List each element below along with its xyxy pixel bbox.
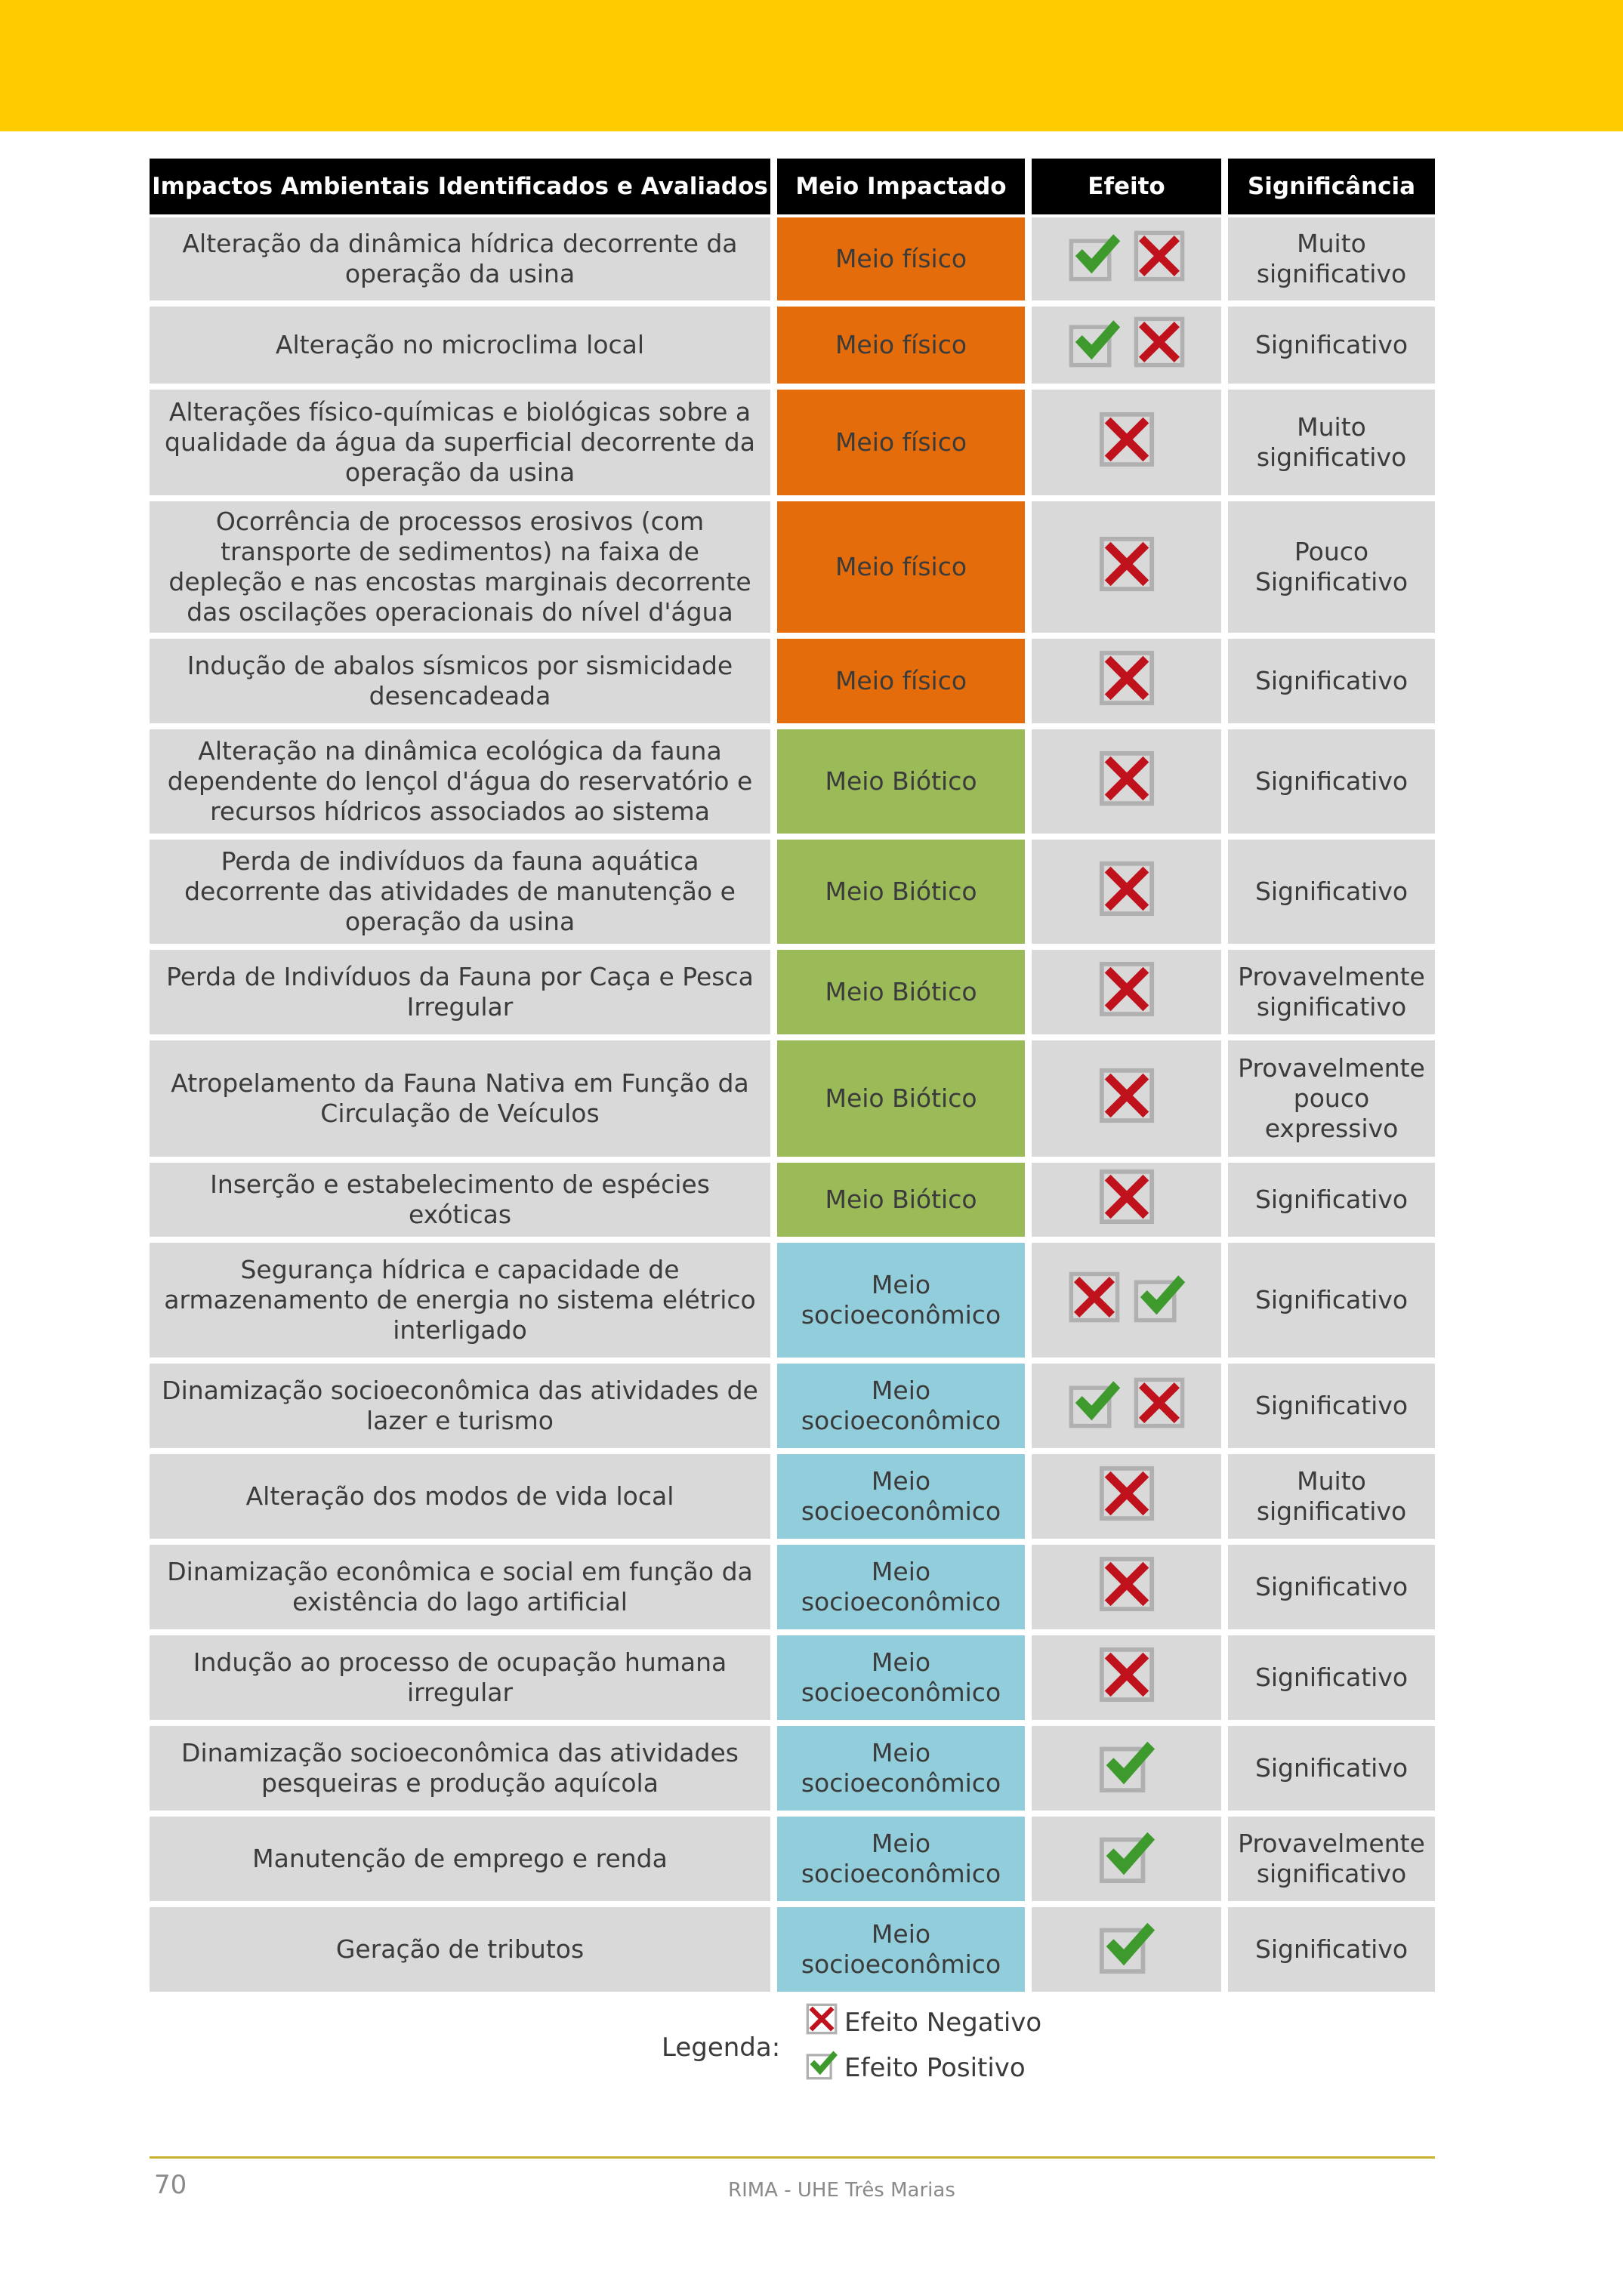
meio-cell: Meio socioeconômico — [777, 1454, 1025, 1539]
efeito-cell — [1032, 729, 1221, 834]
efeito-cell — [1032, 501, 1221, 633]
impact-cell: Ocorrência de processos erosivos (com transporte de sedimentos) na faixa de depleção e nas encostas marginais decorrente das oscilações operacionais do nível d'água — [150, 501, 770, 633]
table-row — [150, 950, 1435, 1034]
legend-negative-label: Efeito Negativo — [844, 2007, 1042, 2038]
significancia-cell: Significativo — [1228, 1635, 1435, 1720]
meio-cell: Meio Biótico — [777, 729, 1025, 834]
significancia-cell: Significativo — [1228, 1364, 1435, 1448]
efeito-cell — [1032, 1163, 1221, 1237]
legend — [662, 2002, 1085, 2093]
negative-x-icon — [1097, 1167, 1156, 1233]
negative-x-icon — [1097, 1555, 1156, 1620]
impact-cell: Alterações físico-químicas e biológicas sobre a qualidade da água da superficial decorrente da operação da usina — [150, 390, 770, 495]
impact-cell: Atropelamento da Fauna Nativa em Função da Circulação de Veículos — [150, 1040, 770, 1157]
efeito-cell — [1032, 1545, 1221, 1629]
header-band — [0, 0, 1623, 131]
impact-cell: Dinamização socioeconômica das atividades de lazer e turismo — [150, 1364, 770, 1448]
impact-cell: Indução ao processo de ocupação humana irregular — [150, 1635, 770, 1720]
impact-cell: Manutenção de emprego e renda — [150, 1817, 770, 1901]
impact-cell: Geração de tributos — [150, 1907, 770, 1992]
negative-x-icon — [1132, 229, 1186, 290]
table-row — [150, 307, 1435, 384]
meio-cell: Meio Biótico — [777, 840, 1025, 944]
header-impact: Impactos Ambientais Identificados e Avaliados — [150, 159, 770, 214]
significancia-cell: Significativo — [1228, 840, 1435, 944]
footer-divider — [150, 2156, 1435, 2159]
negative-x-icon — [1097, 1066, 1156, 1132]
positive-check-icon — [1067, 229, 1122, 290]
significancia-cell: Significativo — [1228, 1726, 1435, 1811]
negative-x-icon — [1132, 315, 1186, 376]
header-meio: Meio Impactado — [777, 159, 1025, 214]
negative-x-icon — [1097, 649, 1156, 714]
table-row — [150, 1545, 1435, 1629]
impact-cell: Perda de Indivíduos da Fauna por Caça e Pesca Irregular — [150, 950, 770, 1034]
positive-check-icon — [1132, 1270, 1186, 1331]
negative-x-icon — [1097, 859, 1156, 925]
impact-cell: Dinamização econômica e social em função da existência do lago artificial — [150, 1545, 770, 1629]
table-row — [150, 639, 1435, 723]
table-row — [150, 501, 1435, 633]
efeito-cell — [1032, 639, 1221, 723]
efeito-cell — [1032, 950, 1221, 1034]
negative-x-icon — [1067, 1270, 1122, 1331]
positive-check-icon — [805, 2048, 838, 2088]
significancia-cell: Muito significativo — [1228, 217, 1435, 300]
impact-cell: Alteração dos modos de vida local — [150, 1454, 770, 1539]
significancia-cell: Significativo — [1228, 729, 1435, 834]
table-row — [150, 1243, 1435, 1358]
significancia-cell: Pouco Significativo — [1228, 501, 1435, 633]
legend-negative — [805, 2002, 1041, 2042]
table-row — [150, 1907, 1435, 1992]
significancia-cell: Significativo — [1228, 1907, 1435, 1992]
negative-x-icon — [1097, 960, 1156, 1025]
efeito-cell — [1032, 840, 1221, 944]
table-row — [150, 1726, 1435, 1811]
negative-x-icon — [1132, 1376, 1186, 1437]
significancia-cell: Provavelmente pouco expressivo — [1228, 1040, 1435, 1157]
efeito-cell — [1032, 390, 1221, 495]
footer-doc-title: RIMA - UHE Três Marias — [728, 2179, 955, 2202]
meio-cell: Meio físico — [777, 390, 1025, 495]
significancia-cell: Provavelmente significativo — [1228, 1817, 1435, 1901]
meio-cell: Meio socioeconômico — [777, 1243, 1025, 1358]
impact-cell: Segurança hídrica e capacidade de armazenamento de energia no sistema elétrico interligado — [150, 1243, 770, 1358]
negative-x-icon — [1097, 1464, 1156, 1530]
positive-check-icon — [1067, 1376, 1122, 1437]
efeito-cell — [1032, 1907, 1221, 1992]
legend-positive-label: Efeito Positivo — [844, 2052, 1026, 2083]
page-number: 70 — [154, 2170, 187, 2200]
efeito-cell — [1032, 1454, 1221, 1539]
efeito-cell — [1032, 307, 1221, 384]
table-row — [150, 1635, 1435, 1720]
impact-cell: Perda de indivíduos da fauna aquática decorrente das atividades de manutenção e operação da usina — [150, 840, 770, 944]
impact-cell: Alteração da dinâmica hídrica decorrente da operação da usina — [150, 217, 770, 300]
table-row — [150, 1163, 1435, 1237]
meio-cell: Meio socioeconômico — [777, 1817, 1025, 1901]
impact-cell: Dinamização socioeconômica das atividades pesqueiras e produção aquícola — [150, 1726, 770, 1811]
table-body — [150, 217, 1435, 1992]
efeito-cell — [1032, 217, 1221, 300]
header-significancia: Significância — [1228, 159, 1435, 214]
positive-check-icon — [1097, 1917, 1156, 1983]
negative-x-icon — [1097, 535, 1156, 600]
header-efeito: Efeito — [1032, 159, 1221, 214]
meio-cell: Meio Biótico — [777, 1040, 1025, 1157]
positive-check-icon — [1097, 1826, 1156, 1892]
impact-cell: Alteração no microclima local — [150, 307, 770, 384]
legend-title: Legenda: — [662, 2032, 781, 2063]
meio-cell: Meio socioeconômico — [777, 1364, 1025, 1448]
table-row — [150, 1364, 1435, 1448]
significancia-cell: Muito significativo — [1228, 390, 1435, 495]
impact-cell: Indução de abalos sísmicos por sismicidade desencadeada — [150, 639, 770, 723]
significancia-cell: Significativo — [1228, 639, 1435, 723]
positive-check-icon — [1067, 315, 1122, 376]
meio-cell: Meio socioeconômico — [777, 1907, 1025, 1992]
negative-x-icon — [1097, 1645, 1156, 1711]
significancia-cell: Muito significativo — [1228, 1454, 1435, 1539]
meio-cell: Meio físico — [777, 307, 1025, 384]
table-row — [150, 729, 1435, 834]
significancia-cell: Significativo — [1228, 307, 1435, 384]
efeito-cell — [1032, 1817, 1221, 1901]
table-row — [150, 1040, 1435, 1157]
meio-cell: Meio Biótico — [777, 950, 1025, 1034]
meio-cell: Meio Biótico — [777, 1163, 1025, 1237]
meio-cell: Meio socioeconômico — [777, 1545, 1025, 1629]
significancia-cell: Provavelmente significativo — [1228, 950, 1435, 1034]
negative-x-icon — [1097, 749, 1156, 815]
significancia-cell: Significativo — [1228, 1545, 1435, 1629]
meio-cell: Meio socioeconômico — [777, 1726, 1025, 1811]
legend-positive — [805, 2048, 1026, 2088]
table-row — [150, 1454, 1435, 1539]
efeito-cell — [1032, 1243, 1221, 1358]
table-header — [150, 159, 1435, 214]
efeito-cell — [1032, 1040, 1221, 1157]
meio-cell: Meio físico — [777, 501, 1025, 633]
significancia-cell: Significativo — [1228, 1243, 1435, 1358]
table-row — [150, 390, 1435, 495]
efeito-cell — [1032, 1635, 1221, 1720]
impact-cell: Alteração na dinâmica ecológica da fauna dependente do lençol d'água do reservatório e recursos hídricos associados ao sistema — [150, 729, 770, 834]
table-row — [150, 840, 1435, 944]
significancia-cell: Significativo — [1228, 1163, 1435, 1237]
meio-cell: Meio socioeconômico — [777, 1635, 1025, 1720]
efeito-cell — [1032, 1364, 1221, 1448]
meio-cell: Meio físico — [777, 217, 1025, 300]
efeito-cell — [1032, 1726, 1221, 1811]
impacts-table — [150, 159, 1435, 1998]
impact-cell: Inserção e estabelecimento de espécies exóticas — [150, 1163, 770, 1237]
positive-check-icon — [1097, 1736, 1156, 1801]
meio-cell: Meio físico — [777, 639, 1025, 723]
table-row — [150, 217, 1435, 300]
negative-x-icon — [805, 2002, 838, 2042]
negative-x-icon — [1097, 410, 1156, 476]
table-row — [150, 1817, 1435, 1901]
